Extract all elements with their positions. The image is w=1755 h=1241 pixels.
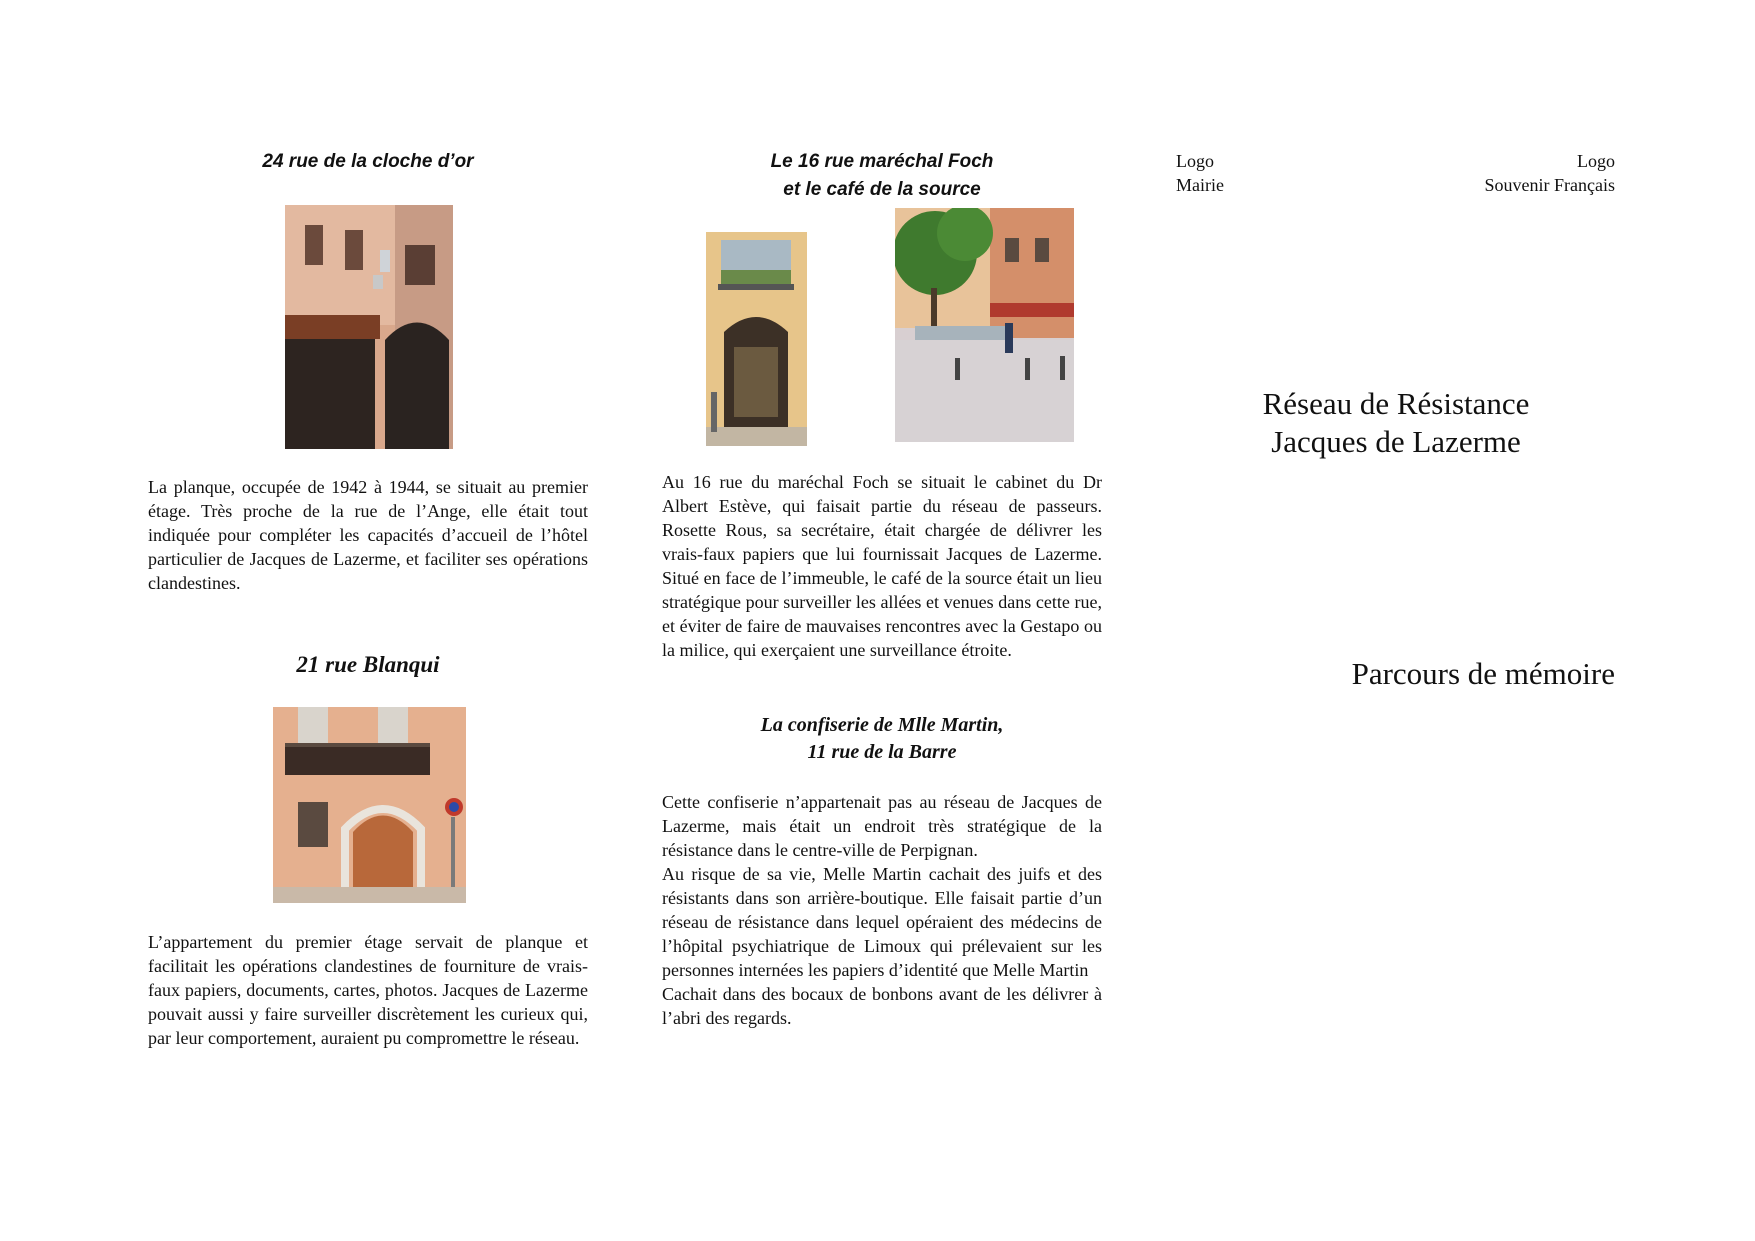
photo-rue-cloche-dor [285, 205, 453, 449]
logo-souvenir-line2: Souvenir Français [1484, 175, 1615, 195]
logo-souvenir-line1: Logo [1577, 151, 1615, 171]
section-title-foch-line1: Le 16 rue maréchal Foch [770, 151, 994, 172]
brochure-title-line1: Réseau de Résistance [1262, 386, 1530, 421]
section-title-rue-blanqui: 21 rue Blanqui [296, 652, 440, 677]
section-title-foch [662, 148, 1102, 204]
section-title-confiserie-line2: 11 rue de la Barre [807, 741, 957, 763]
confiserie-paragraph-1: Cette confiserie n’appartenait pas au réseau de Jacques de Lazerme, mais était un endroit très stratégique de la résistance dans le centre-ville de Perpignan. [662, 792, 1102, 860]
section-title-foch-line2: et le café de la source [783, 179, 981, 200]
photo-16-rue-foch [706, 232, 807, 446]
section-text-cloche-dor: La planque, occupée de 1942 à 1944, se situait au premier étage. Très proche de la rue de l’Ange, elle était tout indiquée pour compléter les capacités d’accueil de l’hôtel particulier de Jacques de Lazerme, et faciliter ses opérations clandestines. [148, 477, 588, 593]
confiserie-paragraph-2: Au risque de sa vie, Melle Martin cachait des juifs et des résistants dans son arrière-boutique. Elle faisait partie d’un réseau de résistance dans lequel opéraient des médecins de l’hôpital psychiatrique de Limoux qui prélevaient sur les personnes internées les papiers d’identité que Melle Martin [662, 864, 1102, 980]
section-title-confiserie-line1: La confiserie de Mlle Martin, [760, 714, 1004, 736]
photo-rue-blanqui [273, 707, 466, 903]
section-text-confiserie [662, 790, 1102, 1030]
section-title-cloche-dor: 24 rue de la cloche d’or [262, 151, 474, 172]
logo-souvenir-francais-placeholder [1485, 149, 1615, 197]
section-title-confiserie [662, 712, 1102, 766]
brochure-title-line2: Jacques de Lazerme [1271, 424, 1521, 459]
logo-mairie-line1: Logo [1176, 151, 1214, 171]
photo-cafe-de-la-source [895, 208, 1074, 442]
section-text-foch: Au 16 rue du maréchal Foch se situait le cabinet du Dr Albert Estève, qui faisait partie du réseau de passeurs. Rosette Rous, sa secrétaire, était chargée de délivrer les vrais-faux papiers que lui fournissait Jacques de Lazerme. Situé en face de l’immeuble, le café de la source était un lieu stratégique pour surveiller les allées et venues dans cette rue, et éviter de faire de mauvaises rencontres avec la Gestapo ou la milice, qui exerçaient une surveillance étroite. [662, 472, 1102, 660]
confiserie-paragraph-3: Cachait dans des bocaux de bonbons avant de les délivrer à l’abri des regards. [662, 984, 1102, 1028]
brochure-title [1176, 385, 1616, 461]
section-text-rue-blanqui: L’appartement du premier étage servait de planque et facilitait les opérations clandestines de fourniture de vrais-faux papiers, documents, cartes, photos. Jacques de Lazerme pouvait aussi y faire surveiller discrètement les curieux qui, par leur comportement, auraient pu compromettre le réseau. [148, 932, 588, 1048]
brochure-subtitle: Parcours de mémoire [1351, 656, 1615, 691]
logo-mairie-placeholder [1176, 149, 1224, 197]
logo-mairie-line2: Mairie [1176, 175, 1224, 195]
